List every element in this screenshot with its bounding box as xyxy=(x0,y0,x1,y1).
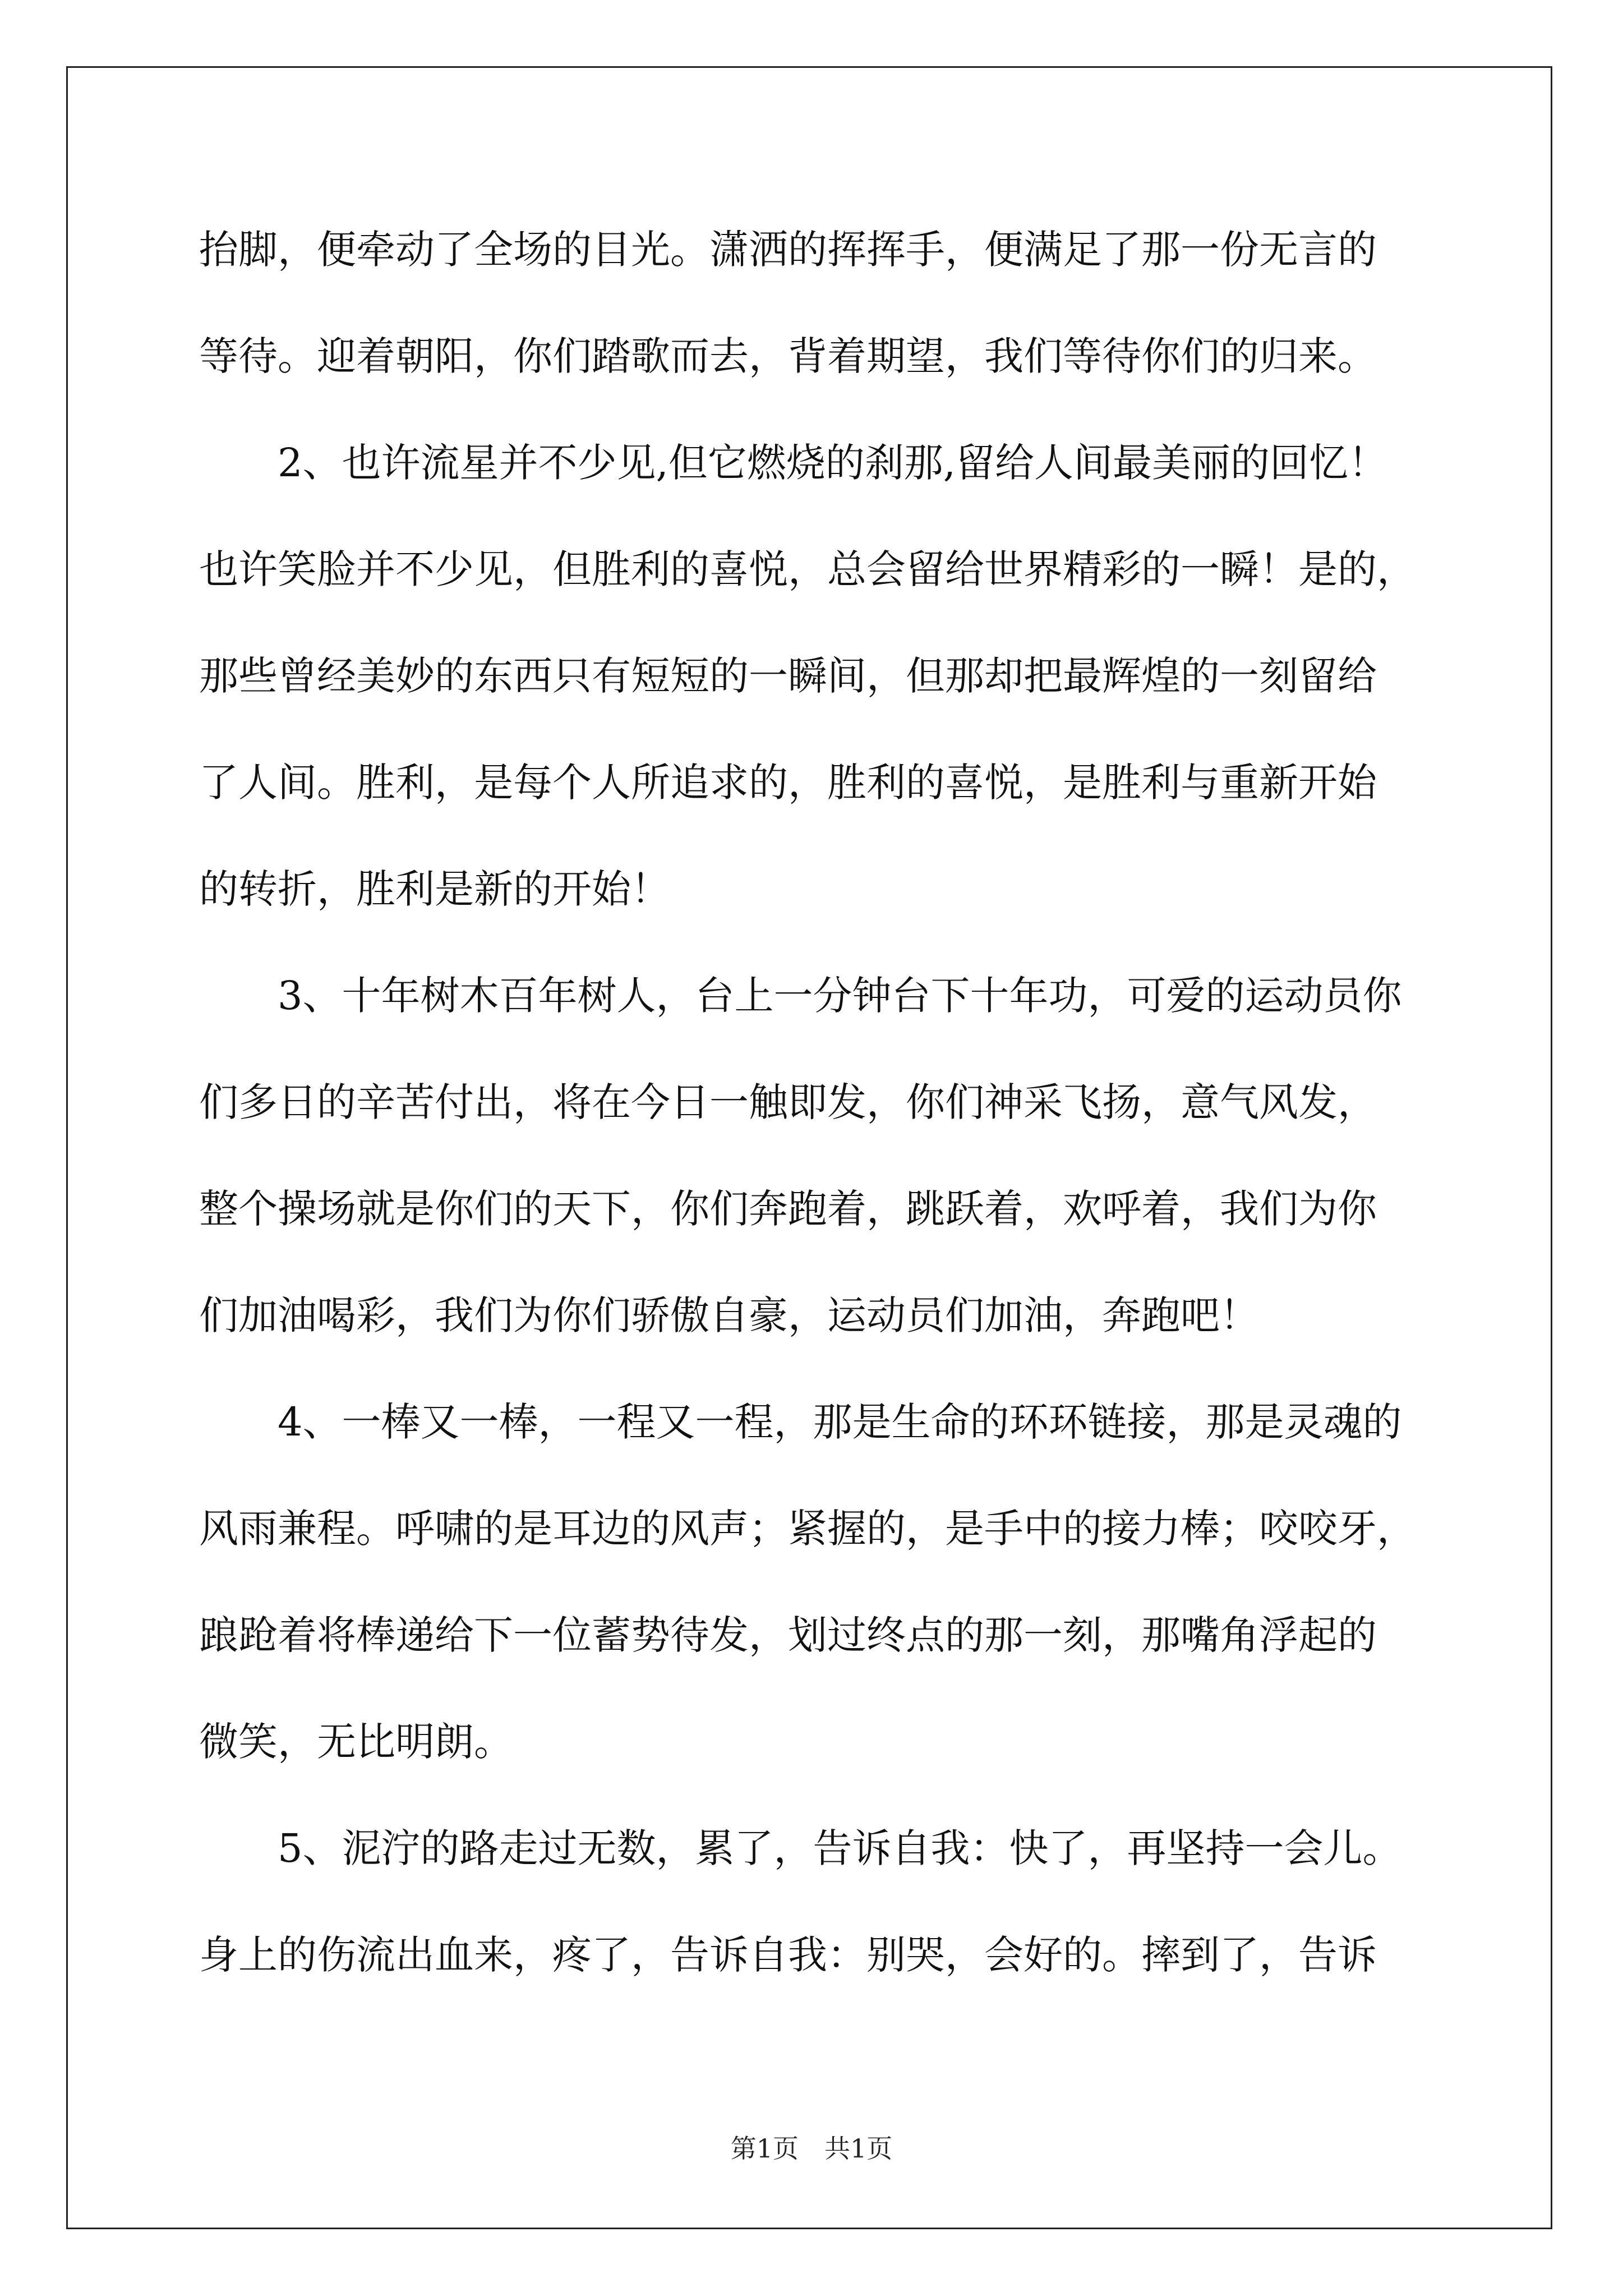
text-line: 抬脚，便牵动了全场的目光。潇洒的挥挥手，便满足了那一份无言的 xyxy=(199,227,1377,273)
text-line: 的转折，胜利是新的开始！ xyxy=(199,866,670,912)
text-line: 身上的伤流出血来，疼了，告诉自我：别哭，会好的。摔到了，告诉 xyxy=(199,1932,1377,1978)
text-line: 风雨兼程。呼啸的是耳边的风声；紧握的，是手中的接力棒；咬咬牙， xyxy=(199,1506,1416,1552)
text-line: 们加油喝彩，我们为你们骄傲自豪，运动员们加油，奔跑吧！ xyxy=(199,1292,1259,1338)
text-line: 微笑，无比明朗。 xyxy=(199,1719,513,1765)
text-line: 3、十年树木百年树人，台上一分钟台下十年功，可爱的运动员你 xyxy=(278,973,1402,1019)
text-line: 整个操场就是你们的天下，你们奔跑着，跳跃着，欢呼着，我们为你 xyxy=(199,1186,1377,1232)
text-line: 5、泥泞的路走过无数，累了，告诉自我：快了，再坚持一会儿。 xyxy=(278,1825,1402,1871)
text-line: 2、也许流星并不少见,但它燃烧的刹那,留给人间最美丽的回忆！ xyxy=(278,440,1388,486)
text-line: 等待。迎着朝阳，你们踏歌而去，背着期望，我们等待你们的归来。 xyxy=(199,333,1377,379)
text-line: 那些曾经美妙的东西只有短短的一瞬间，但那却把最辉煌的一刻留给 xyxy=(199,653,1377,699)
text-line: 也许笑脸并不少见，但胜利的喜悦，总会留给世界精彩的一瞬！是的， xyxy=(199,546,1416,592)
text-line: 们多日的辛苦付出，将在今日一触即发，你们神采飞扬，意气风发， xyxy=(199,1079,1377,1125)
text-line: 了人间。胜利，是每个人所追求的，胜利的喜悦，是胜利与重新开始 xyxy=(199,760,1377,806)
text-line: 踉跄着将棒递给下一位蓄势待发，划过终点的那一刻，那嘴角浮起的 xyxy=(199,1612,1377,1658)
text-line: 4、一棒又一棒，一程又一程，那是生命的环环链接，那是灵魂的 xyxy=(278,1399,1402,1445)
document-body xyxy=(199,216,1427,2028)
page-footer: 第1页 共1页 xyxy=(730,2133,893,2164)
